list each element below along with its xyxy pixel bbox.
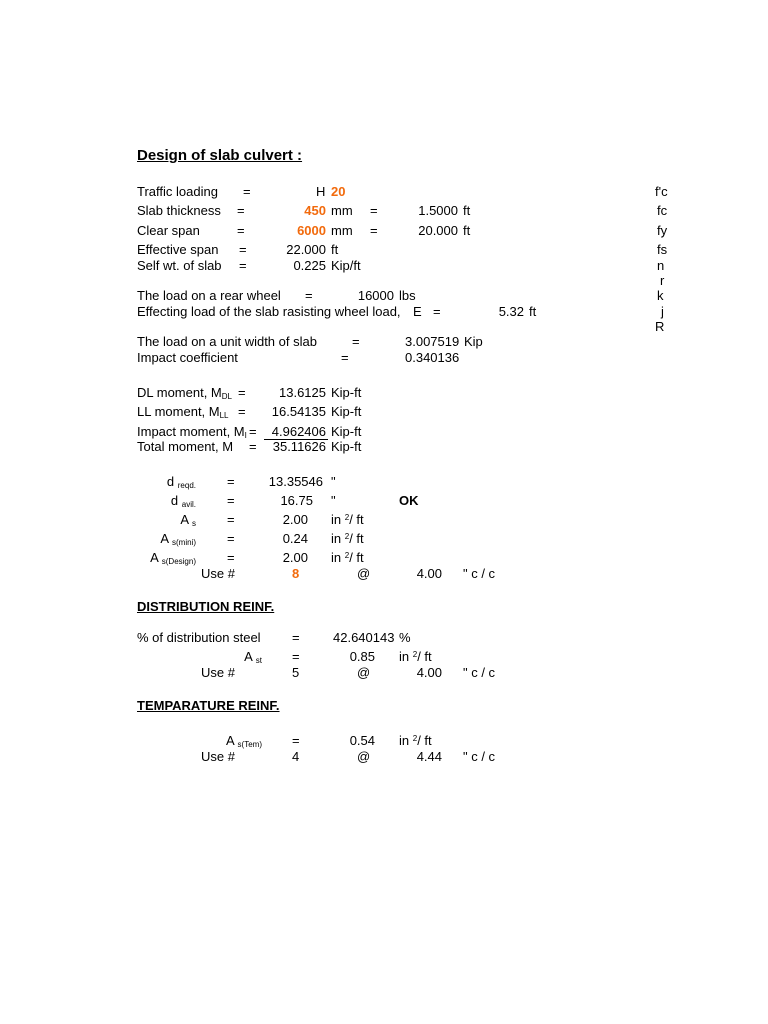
impact-moment-unit: Kip-ft — [331, 424, 362, 439]
as-mini-sub: s(mini) — [172, 538, 196, 547]
effective-span-eq: = — [239, 242, 247, 257]
dl-moment-sub: DL — [221, 392, 232, 401]
as-mini-label-text: A — [160, 531, 169, 546]
slab-thickness-eq2: = — [370, 203, 378, 218]
clear-span-unit: mm — [331, 223, 353, 238]
traffic-value: 20 — [331, 184, 346, 199]
unit-width-load-label: The load on a unit width of slab — [137, 334, 317, 349]
rear-wheel-unit: lbs — [399, 288, 416, 303]
as-design-unit-pre: in — [331, 550, 342, 565]
temperature-as-value: 0.54 — [349, 733, 375, 748]
impact-coef-eq: = — [341, 350, 349, 365]
temperature-use-label: Use # — [201, 749, 235, 764]
impact-moment-sub: I — [244, 431, 247, 440]
use-main-spacing: 4.00 — [416, 566, 442, 581]
impact-moment-value: 4.962406 — [271, 424, 326, 439]
ll-moment-label-text: LL moment, M — [137, 404, 220, 419]
distribution-ast-label-text: A — [244, 649, 253, 664]
ll-moment-value: 16.54135 — [271, 404, 326, 419]
d-reqd-sub: reqd. — [177, 481, 196, 490]
right-R: R — [655, 319, 665, 334]
as-label-text: A — [180, 512, 189, 527]
as-mini-unit-sup: 2 — [344, 532, 350, 541]
traffic-prefix: H — [316, 184, 326, 199]
as-mini-unit-pre: in — [331, 531, 342, 546]
temperature-as-label — [190, 733, 262, 750]
self-wt-eq: = — [239, 258, 247, 273]
self-wt-label: Self wt. of slab — [137, 258, 222, 273]
right-j: j — [661, 304, 664, 319]
d-reqd-label — [120, 474, 196, 491]
slab-thickness-eq: = — [237, 203, 245, 218]
use-main-at: @ — [357, 566, 371, 581]
unit-width-load-eq: = — [352, 334, 360, 349]
distribution-use-at: @ — [357, 665, 371, 680]
slab-thickness-unit: mm — [331, 203, 353, 218]
d-avil-status-badge: OK — [399, 493, 419, 508]
effecting-load-symbol: E — [413, 304, 422, 319]
d-avil-sub: avil. — [181, 500, 196, 509]
rear-wheel-label: The load on a rear wheel — [137, 288, 281, 303]
distribution-percent-label: % of distribution steel — [137, 630, 261, 645]
d-reqd-unit: " — [331, 474, 336, 489]
use-main-unit: " c / c — [463, 566, 496, 581]
as-unit-pre: in — [331, 512, 342, 527]
effecting-load-eq: = — [433, 304, 441, 319]
rear-wheel-value: 16000 — [357, 288, 394, 303]
as-mini-value: 0.24 — [282, 531, 308, 546]
as-design-value: 2.00 — [282, 550, 308, 565]
distribution-ast-label — [190, 649, 262, 666]
as-mini-unit — [331, 531, 364, 548]
self-wt-value: 0.225 — [293, 258, 326, 273]
distribution-ast-eq: = — [292, 649, 300, 664]
total-moment-eq: = — [249, 439, 257, 454]
distribution-ast-unit-pre: in — [399, 649, 410, 664]
clear-span-eq2: = — [370, 223, 378, 238]
effecting-load-value: 5.32 — [498, 304, 524, 319]
as-unit — [331, 512, 364, 529]
temperature-use-bar: 4 — [292, 749, 300, 764]
ll-moment-label — [137, 404, 229, 421]
as-unit-sup: 2 — [344, 513, 350, 522]
dl-moment-unit: Kip-ft — [331, 385, 362, 400]
as-design-label — [120, 550, 196, 567]
d-reqd-label-text: d — [166, 474, 175, 489]
distribution-use-bar: 5 — [292, 665, 300, 680]
as-design-unit — [331, 550, 364, 567]
total-moment-label: Total moment, M — [137, 439, 234, 454]
right-n: n — [657, 258, 665, 273]
traffic-label: Traffic loading — [137, 184, 218, 199]
slab-thickness-ft-value: 1.5000 — [418, 203, 458, 218]
as-unit-post: / ft — [349, 512, 364, 527]
dl-moment-eq: = — [238, 385, 246, 400]
clear-span-value: 6000 — [297, 223, 326, 238]
distribution-use-unit: " c / c — [463, 665, 496, 680]
distribution-heading: DISTRIBUTION REINF. — [137, 599, 275, 614]
ll-moment-unit: Kip-ft — [331, 404, 362, 419]
as-design-unit-post: / ft — [349, 550, 364, 565]
as-design-sub: s(Design) — [161, 557, 196, 566]
temperature-use-unit: " c / c — [463, 749, 496, 764]
page-title: Design of slab culvert : — [137, 147, 303, 164]
right-fs: fs — [657, 242, 668, 257]
d-avil-label-text: d — [170, 493, 179, 508]
dl-moment-label — [137, 385, 232, 402]
as-mini-unit-post: / ft — [349, 531, 364, 546]
distribution-ast-value: 0.85 — [349, 649, 375, 664]
effecting-load-label: Effecting load of the slab rasisting wheel load, — [137, 304, 401, 319]
d-reqd-value: 13.35546 — [268, 474, 323, 489]
right-fc: fc — [657, 203, 668, 218]
impact-coef-label: Impact coefficient — [137, 350, 238, 365]
as-design-unit-sup: 2 — [344, 551, 350, 560]
slab-thickness-label: Slab thickness — [137, 203, 221, 218]
temperature-as-sub: s(Tem) — [237, 740, 262, 749]
total-moment-unit: Kip-ft — [331, 439, 362, 454]
as-sub: s — [192, 519, 196, 528]
clear-span-eq: = — [237, 223, 245, 238]
distribution-ast-unit — [399, 649, 432, 666]
distribution-use-label: Use # — [201, 665, 235, 680]
temperature-heading: TEMPARATURE REINF. — [137, 698, 280, 713]
unit-width-load-unit: Kip — [464, 334, 483, 349]
use-main-bar: 8 — [292, 566, 300, 581]
temperature-as-label-text: A — [225, 733, 234, 748]
effective-span-label: Effective span — [137, 242, 219, 257]
distribution-percent-value: 42.640143 — [333, 630, 395, 645]
d-avil-value: 16.75 — [280, 493, 313, 508]
distribution-percent-eq: = — [292, 630, 300, 645]
temperature-use-spacing: 4.44 — [416, 749, 442, 764]
as-mini-eq: = — [227, 531, 235, 546]
clear-span-ft-unit: ft — [463, 223, 471, 238]
slab-thickness-ft-unit: ft — [463, 203, 471, 218]
impact-coef-value: 0.340136 — [405, 350, 460, 365]
ll-moment-eq: = — [238, 404, 246, 419]
traffic-eq: = — [243, 184, 251, 199]
right-fc-prime: f'c — [655, 184, 668, 199]
impact-moment-eq: = — [249, 424, 257, 439]
use-main-label: Use # — [201, 566, 235, 581]
impact-moment-label-text: Impact moment, M — [137, 424, 245, 439]
as-design-eq: = — [227, 550, 235, 565]
distribution-ast-unit-sup: 2 — [412, 650, 418, 659]
right-r: r — [660, 273, 665, 288]
unit-width-load-value: 3.007519 — [405, 334, 460, 349]
as-eq: = — [227, 512, 235, 527]
temperature-use-at: @ — [357, 749, 371, 764]
d-avil-unit: " — [331, 493, 336, 508]
distribution-ast-unit-post: / ft — [417, 649, 432, 664]
temperature-as-unit-post: / ft — [417, 733, 432, 748]
clear-span-label: Clear span — [137, 223, 200, 238]
total-moment-value: 35.11626 — [272, 439, 326, 454]
d-avil-label — [120, 493, 196, 510]
as-mini-label — [120, 531, 196, 548]
distribution-percent-unit: % — [399, 630, 411, 645]
as-value: 2.00 — [282, 512, 308, 527]
dl-moment-value: 13.6125 — [279, 385, 326, 400]
self-wt-unit: Kip/ft — [331, 258, 361, 273]
d-reqd-eq: = — [227, 474, 235, 489]
temperature-as-unit — [399, 733, 432, 750]
dl-moment-label-text: DL moment, M — [137, 385, 222, 400]
as-design-label-text: A — [150, 550, 159, 565]
slab-thickness-value: 450 — [304, 203, 326, 218]
temperature-as-eq: = — [292, 733, 300, 748]
temperature-as-unit-sup: 2 — [412, 734, 418, 743]
effective-span-unit: ft — [331, 242, 339, 257]
distribution-use-spacing: 4.00 — [416, 665, 442, 680]
right-fy: fy — [657, 223, 668, 238]
temperature-as-unit-pre: in — [399, 733, 410, 748]
effective-span-value: 22.000 — [286, 242, 326, 257]
rear-wheel-eq: = — [305, 288, 313, 303]
right-k: k — [657, 288, 664, 303]
ll-moment-sub: LL — [219, 411, 229, 420]
distribution-ast-sub: st — [255, 656, 262, 665]
d-avil-eq: = — [227, 493, 235, 508]
clear-span-ft-value: 20.000 — [418, 223, 458, 238]
effecting-load-unit: ft — [529, 304, 537, 319]
as-label — [120, 512, 196, 529]
